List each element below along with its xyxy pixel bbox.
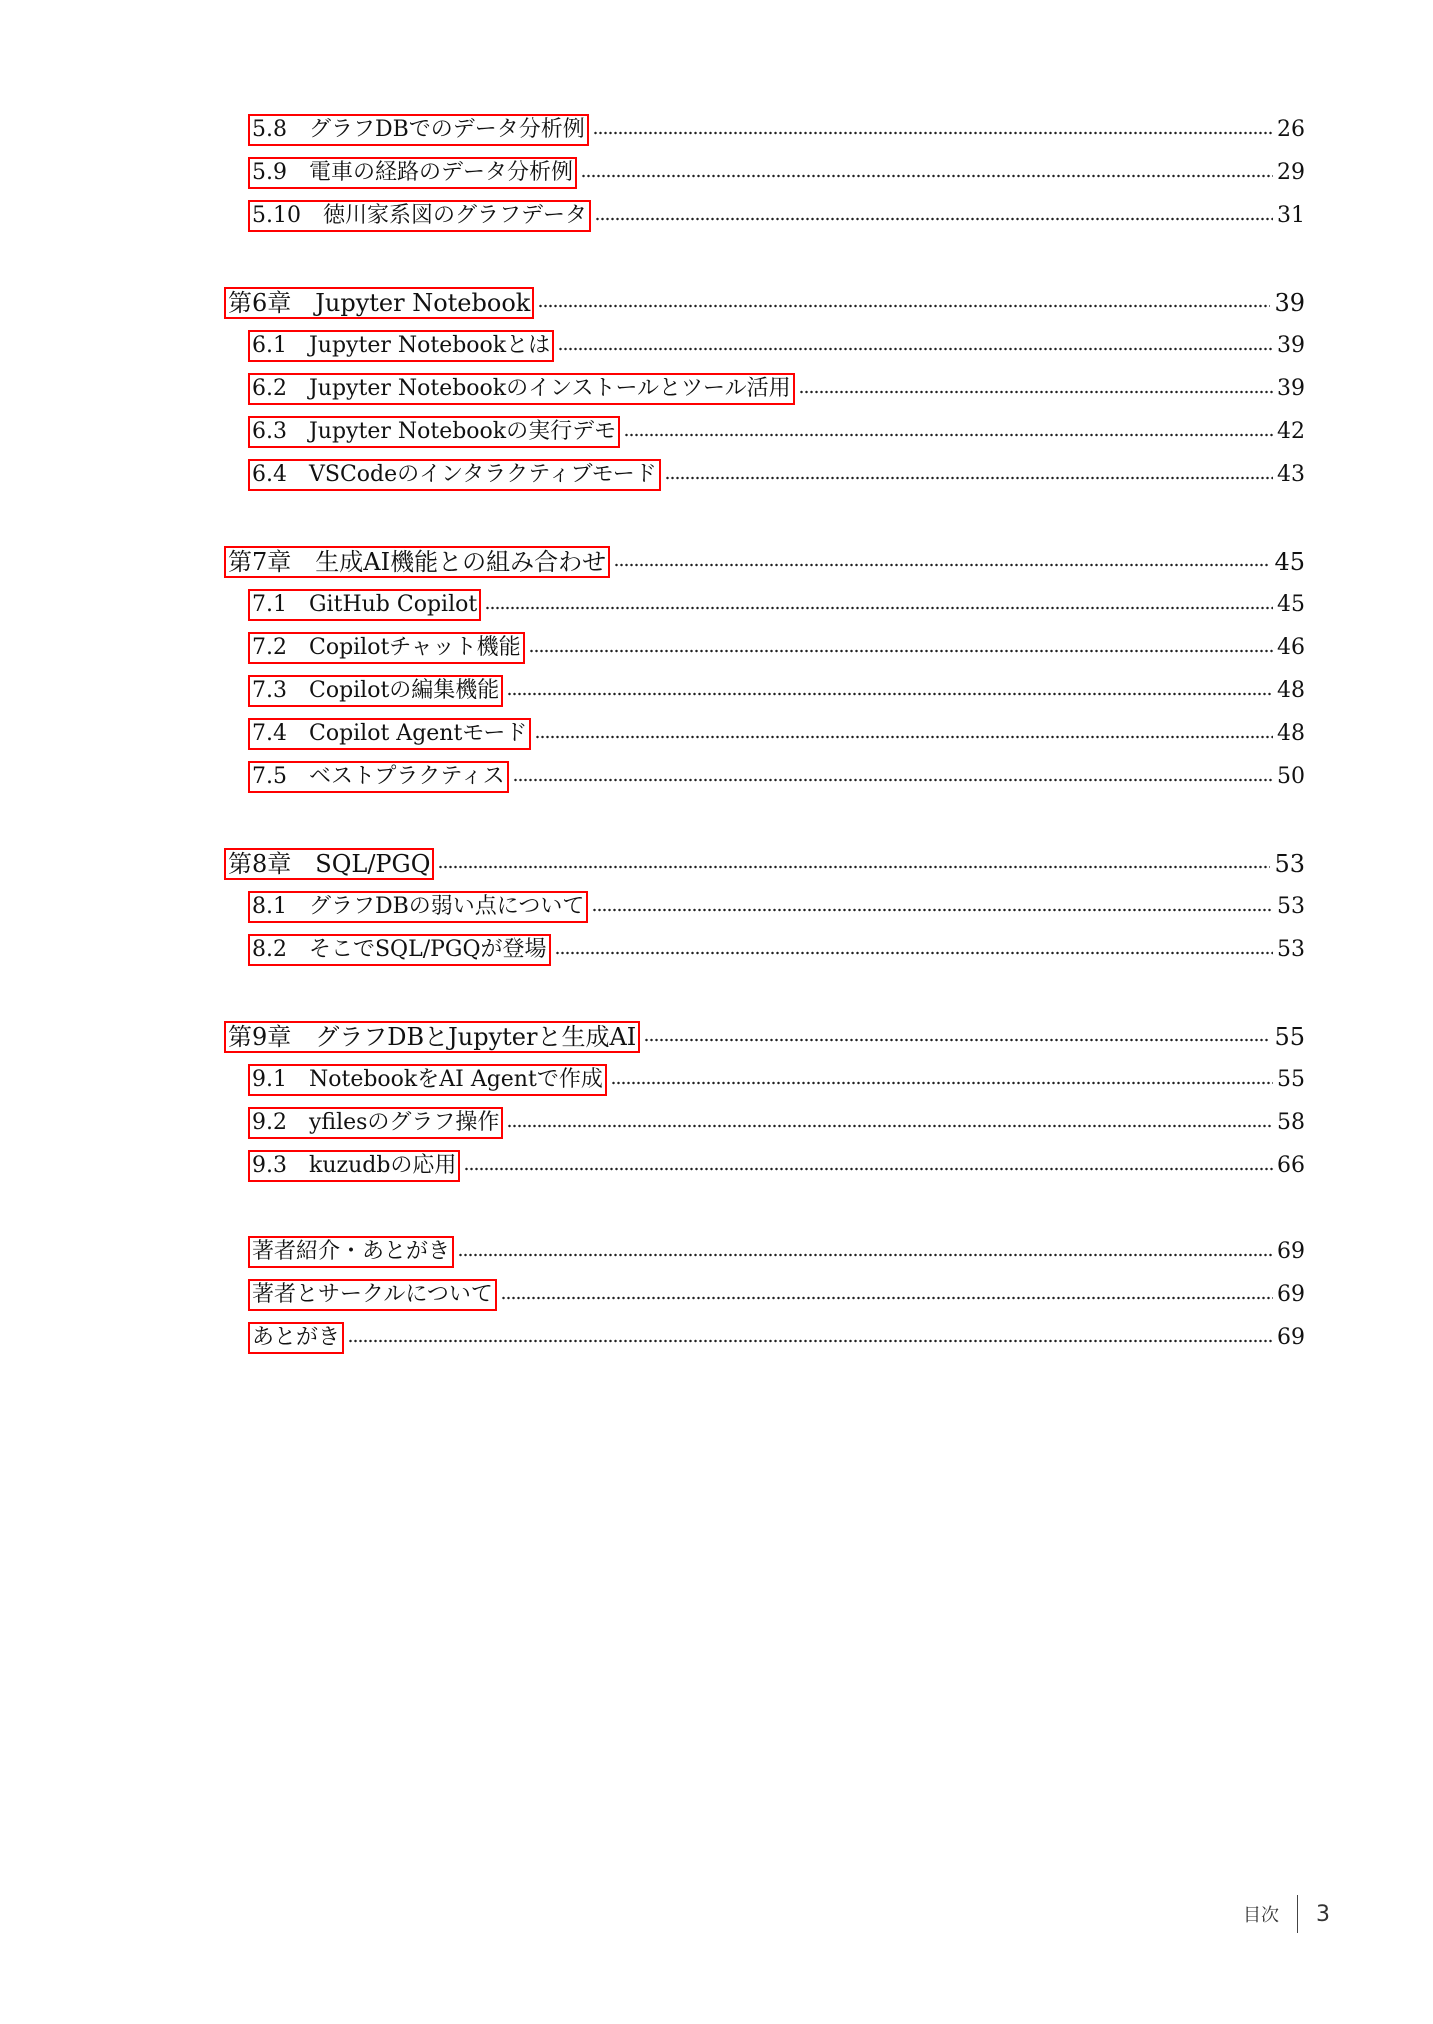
toc-link[interactable]: 6.1 Jupyter Notebookとは [248, 330, 554, 362]
toc-chapter-link[interactable]: 第9章 グラフDBとJupyterと生成AI [224, 1021, 640, 1053]
toc-chapter-link[interactable]: 第8章 SQL/PGQ [224, 848, 434, 880]
toc-link[interactable]: 7.1 GitHub Copilot [248, 589, 481, 621]
toc-page-number: 26 [1277, 117, 1305, 142]
toc-page-number: 48 [1277, 721, 1305, 746]
toc-link[interactable]: 6.4 VSCodeのインタラクティブモード [248, 459, 661, 491]
toc-entry [248, 712, 1305, 756]
toc-entry [248, 108, 1305, 152]
toc-entry [248, 194, 1305, 238]
toc-page-number: 55 [1277, 1067, 1305, 1092]
dot-leader [348, 1339, 1273, 1343]
toc-link[interactable]: あとがき [248, 1322, 344, 1354]
toc-link[interactable]: 5.8 グラフDBでのデータ分析例 [248, 114, 589, 146]
toc-page-number: 39 [1277, 333, 1305, 358]
footer-page-number: 3 [1316, 1901, 1330, 1927]
dot-leader [535, 735, 1273, 739]
toc-page-number: 45 [1277, 592, 1305, 617]
footer-section-label: 目次 [1243, 1905, 1279, 1926]
toc-chapter [224, 1015, 1305, 1059]
toc-chapter [224, 842, 1305, 886]
dot-leader [624, 433, 1273, 437]
toc-page-number: 53 [1277, 894, 1305, 919]
toc-link[interactable]: 7.2 Copilotチャット機能 [248, 632, 525, 664]
dot-leader [581, 174, 1273, 178]
toc-chapter-link[interactable]: 第6章 Jupyter Notebook [224, 287, 534, 319]
toc-page-number: 46 [1277, 635, 1305, 660]
toc-page-number: 50 [1277, 764, 1305, 789]
toc-page-number: 53 [1274, 850, 1305, 878]
toc-page-number: 45 [1274, 548, 1305, 576]
dot-leader [458, 1253, 1273, 1257]
toc-entry [248, 1101, 1305, 1145]
dot-leader [501, 1296, 1273, 1300]
toc-page-number: 48 [1277, 678, 1305, 703]
dot-leader [611, 1081, 1273, 1085]
toc-entry [248, 410, 1305, 454]
dot-leader [593, 131, 1273, 135]
dot-leader [507, 692, 1273, 696]
toc-page-number: 42 [1277, 419, 1305, 444]
dot-leader [538, 304, 1270, 308]
toc-entry [248, 1273, 1305, 1317]
toc-link[interactable]: 5.9 電車の経路のデータ分析例 [248, 157, 577, 189]
dot-leader [513, 778, 1273, 782]
toc-entry [248, 367, 1305, 411]
toc-link[interactable]: 著者とサークルについて [248, 1279, 497, 1311]
toc-entry [248, 669, 1305, 713]
toc-link[interactable]: 7.3 Copilotの編集機能 [248, 675, 503, 707]
toc-link[interactable]: 5.10 徳川家系図のグラフデータ [248, 200, 591, 232]
dot-leader [555, 951, 1273, 955]
toc-page-number: 53 [1277, 937, 1305, 962]
toc-entry [248, 151, 1305, 195]
toc-page-number: 69 [1277, 1325, 1305, 1350]
dot-leader [464, 1167, 1273, 1171]
toc-link[interactable]: 6.2 Jupyter Notebookのインストールとツール活用 [248, 373, 795, 405]
toc-page-number: 43 [1277, 462, 1305, 487]
dot-leader [558, 347, 1273, 351]
toc-link[interactable]: 著者紹介・あとがき [248, 1236, 454, 1268]
toc-link[interactable]: 9.3 kuzudbの応用 [248, 1150, 460, 1182]
dot-leader [485, 606, 1273, 610]
toc-chapter [224, 281, 1305, 325]
dot-leader [592, 908, 1273, 912]
toc-entry [248, 1230, 1305, 1274]
toc-page-number: 69 [1277, 1239, 1305, 1264]
dot-leader [614, 563, 1270, 567]
toc-link[interactable]: 8.2 そこでSQL/PGQが登場 [248, 934, 551, 966]
toc-entry [248, 324, 1305, 368]
toc-link[interactable]: 9.1 NotebookをAI Agentで作成 [248, 1064, 607, 1096]
toc-entry [248, 1316, 1305, 1360]
toc-link[interactable]: 7.5 ベストプラクティス [248, 761, 509, 793]
page-footer [1190, 1894, 1330, 1934]
toc-page-number: 39 [1274, 289, 1305, 317]
toc-page-number: 29 [1277, 160, 1305, 185]
toc-link[interactable]: 9.2 yfilesのグラフ操作 [248, 1107, 503, 1139]
toc-entry [248, 626, 1305, 670]
toc-entry [248, 453, 1305, 497]
toc-page-number: 58 [1277, 1110, 1305, 1135]
toc-page-number: 66 [1277, 1153, 1305, 1178]
dot-leader [644, 1038, 1270, 1042]
dot-leader [665, 476, 1273, 480]
dot-leader [595, 217, 1273, 221]
toc-page-number: 55 [1274, 1023, 1305, 1051]
dot-leader [799, 390, 1273, 394]
toc-entry [248, 928, 1305, 972]
toc-entry [248, 1058, 1305, 1102]
toc-link[interactable]: 8.1 グラフDBの弱い点について [248, 891, 588, 923]
toc-entry [248, 583, 1305, 627]
toc-entry [248, 755, 1305, 799]
dot-leader [507, 1124, 1273, 1128]
toc-entry [248, 885, 1305, 929]
toc-link[interactable]: 6.3 Jupyter Notebookの実行デモ [248, 416, 620, 448]
toc-page-number: 31 [1277, 203, 1305, 228]
toc-page-number: 39 [1277, 376, 1305, 401]
toc-link[interactable]: 7.4 Copilot Agentモード [248, 718, 531, 750]
toc-entry [248, 1144, 1305, 1188]
dot-leader [438, 865, 1270, 869]
footer-divider [1297, 1895, 1298, 1933]
toc-page-number: 69 [1277, 1282, 1305, 1307]
toc-chapter [224, 540, 1305, 584]
dot-leader [529, 649, 1273, 653]
toc-chapter-link[interactable]: 第7章 生成AI機能との組み合わせ [224, 546, 610, 578]
